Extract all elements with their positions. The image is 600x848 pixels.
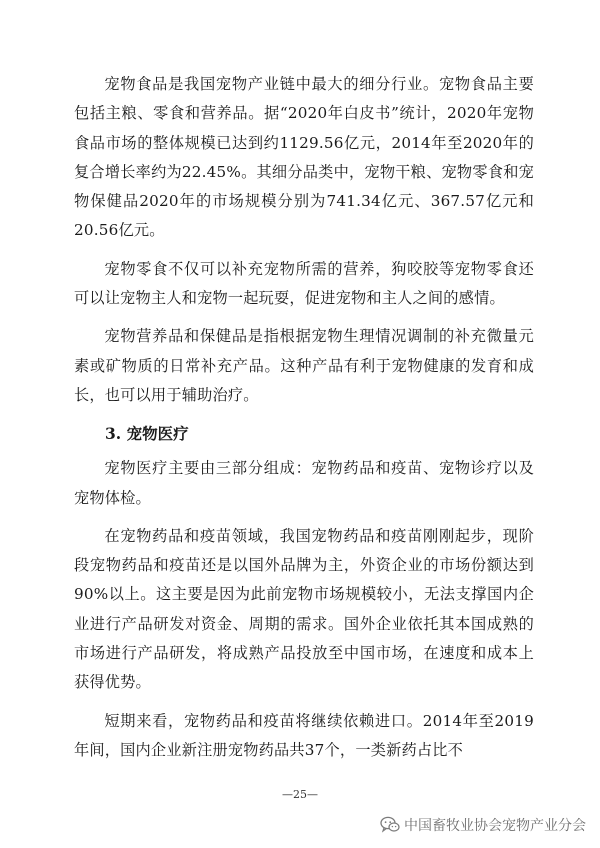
paragraph-pet-food: 宠物食品是我国宠物产业链中最大的细分行业。宠物食品主要包括主粮、零食和营养品。据“2020年白皮书”统计，2020年宠物食品市场的整体规模已达到约1129.56亿元，2014年至2020年的复合增长率约为22.45%。其细分品类中，宠物干粮、宠物零食和宠物保健品2020年的市场规模分别为741.34亿元、367.57亿元和20.56亿元。 <box>74 75 534 240</box>
paragraph-pet-supplements: 宠物营养品和保健品是指根据宠物生理情况调制的补充微量元素或矿物质的日常补充产品。这种产品有利于宠物健康的发育和成长，也可以用于辅助治疗。 <box>74 327 534 404</box>
paragraph-pet-medical: 宠物医疗主要由三部分组成：宠物药品和疫苗、宠物诊疗以及宠物体检。 <box>74 459 534 507</box>
paragraph-drugs-vaccines: 在宠物药品和疫苗领域，我国宠物药品和疫苗刚刚起步，现阶段宠物药品和疫苗还是以国外品牌为主，外资企业的市场份额达到90%以上。这主要是因为此前宠物市场规模较小，无法支撑国内企业进行产品研发对资金、周期的需求。国外企业依托其本国成熟的市场进行产品研发，将成熟产品投放至中国市场，在速度和成本上获得优势。 <box>74 526 534 692</box>
watermark-text: 中国畜牧业协会宠物产业分会 <box>404 818 586 834</box>
watermark <box>380 815 586 835</box>
paragraph-short-term: 短期来看，宠物药品和疫苗将继续依赖进口。2014年至2019年间，国内企业新注册宠物药品共37个，一类新药占比不 <box>74 711 534 759</box>
paragraph-pet-snacks: 宠物零食不仅可以补充宠物所需的营养，狗咬胶等宠物零食还可以让宠物主人和宠物一起玩耍，促进宠物和主人之间的感情。 <box>74 259 534 308</box>
page-number: —25— <box>282 788 318 801</box>
section-heading: 3. 宠物医疗 <box>105 424 189 444</box>
document-body <box>74 70 534 774</box>
wechat-icon <box>380 816 400 834</box>
